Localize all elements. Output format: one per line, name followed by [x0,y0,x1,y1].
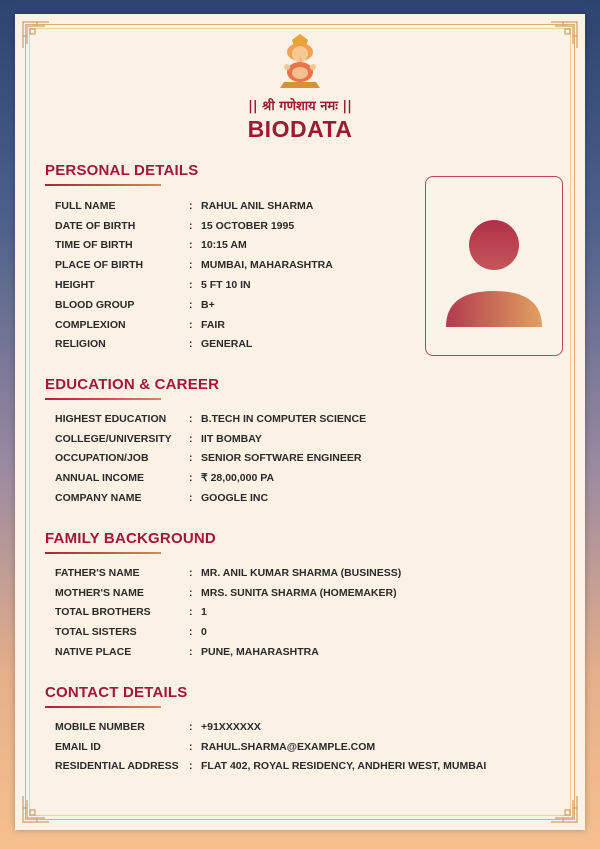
detail-row [55,583,401,603]
detail-separator: : [189,452,193,465]
detail-value: 0 [201,626,207,639]
detail-value: B+ [201,298,215,311]
detail-label: MOTHER'S NAME [55,586,144,599]
detail-separator: : [189,412,193,425]
personal-details-list [55,196,333,354]
detail-label: MOBILE NUMBER [55,720,145,733]
education-details-list [55,409,366,508]
detail-separator: : [189,298,193,311]
section-underline [45,398,161,400]
detail-label: COMPANY NAME [55,492,142,505]
detail-separator: : [189,259,193,272]
ganesha-icon [276,34,324,90]
detail-label: DATE OF BIRTH [55,219,136,232]
detail-row [55,449,366,469]
detail-row [55,622,401,642]
detail-value: RAHUL.SHARMA@EXAMPLE.COM [201,740,376,753]
detail-label: RELIGION [55,338,106,351]
detail-row [55,236,333,256]
mantra-heading: || श्री गणेशाय नमः || [248,99,352,114]
detail-separator: : [189,318,193,331]
detail-row [55,603,401,623]
detail-row [55,255,333,275]
detail-value: GENERAL [201,338,253,351]
detail-value: ₹ 28,00,000 PA [201,472,275,485]
detail-label: COMPLEXION [55,318,126,331]
detail-row [55,563,401,583]
detail-label: HEIGHT [55,279,95,292]
detail-label: NATIVE PLACE [55,646,132,659]
detail-value: RAHUL ANIL SHARMA [201,199,314,212]
detail-separator: : [189,199,193,212]
detail-label: ANNUAL INCOME [55,472,145,485]
detail-value: PUNE, MAHARASHTRA [201,646,319,659]
detail-row [55,488,366,508]
detail-row [55,468,366,488]
detail-label: EMAIL ID [55,740,101,753]
detail-row [55,757,486,777]
detail-value: FLAT 402, ROYAL RESIDENCY, ANDHERI WEST, MUMBAI [201,760,487,773]
detail-separator: : [189,760,193,773]
biodata-page [15,14,585,830]
detail-label: BLOOD GROUP [55,298,135,311]
detail-value: IIT BOMBAY [201,432,262,445]
detail-separator: : [189,472,193,485]
section-title-personal: PERSONAL DETAILS [45,162,199,179]
detail-separator: : [189,626,193,639]
ornament-corner-icon [21,794,51,824]
detail-label: TIME OF BIRTH [55,239,133,252]
detail-value: MRS. SUNITA SHARMA (HOMEMAKER) [201,586,397,599]
detail-value: MR. ANIL KUMAR SHARMA (BUSINESS) [201,566,402,579]
detail-row [55,335,333,355]
section-underline [45,184,161,186]
detail-row [55,315,333,335]
detail-row [55,429,366,449]
detail-separator: : [189,239,193,252]
detail-value: SENIOR SOFTWARE ENGINEER [201,452,362,465]
detail-label: FULL NAME [55,199,116,212]
page-title: BIODATA [247,116,353,142]
detail-separator: : [189,740,193,753]
detail-value: 5 FT 10 IN [201,279,251,292]
detail-row [55,642,401,662]
detail-label: HIGHEST EDUCATION [55,412,167,425]
family-details-list [55,563,401,662]
detail-row [55,295,333,315]
section-underline [45,552,161,554]
detail-separator: : [189,566,193,579]
detail-separator: : [189,219,193,232]
detail-value: 15 OCTOBER 1995 [201,219,295,232]
detail-label: PLACE OF BIRTH [55,259,144,272]
detail-label: OCCUPATION/JOB [55,452,149,465]
detail-label: FATHER'S NAME [55,566,140,579]
detail-separator: : [189,606,193,619]
ornament-corner-icon [549,20,579,50]
ornament-corner-icon [21,20,51,50]
detail-separator: : [189,279,193,292]
detail-value: 1 [201,606,207,619]
detail-row [55,737,486,757]
contact-details-list [55,717,486,776]
detail-value: B.TECH IN COMPUTER SCIENCE [201,412,367,425]
detail-separator: : [189,646,193,659]
section-title-contact: CONTACT DETAILS [45,684,188,701]
detail-value: FAIR [201,318,225,331]
section-underline [45,706,161,708]
detail-label: TOTAL SISTERS [55,626,137,639]
detail-row [55,196,333,216]
section-title-family: FAMILY BACKGROUND [45,530,216,547]
ornament-corner-icon [549,794,579,824]
detail-value: GOOGLE INC [201,492,269,505]
profile-photo-placeholder[interactable] [425,176,563,356]
detail-row [55,216,333,236]
detail-label: TOTAL BROTHERS [55,606,151,619]
detail-label: RESIDENTIAL ADDRESS [55,760,179,773]
detail-value: 10:15 AM [201,239,247,252]
detail-value: MUMBAI, MAHARASHTRA [201,259,333,272]
detail-separator: : [189,492,193,505]
detail-separator: : [189,720,193,733]
detail-row [55,275,333,295]
section-title-education: EDUCATION & CAREER [45,376,220,393]
detail-separator: : [189,586,193,599]
detail-separator: : [189,432,193,445]
detail-row [55,409,366,429]
detail-separator: : [189,338,193,351]
detail-label: COLLEGE/UNIVERSITY [55,432,172,445]
detail-row [55,717,486,737]
profile-placeholder-icon [426,177,562,355]
detail-value: +91XXXXXX [201,720,261,733]
